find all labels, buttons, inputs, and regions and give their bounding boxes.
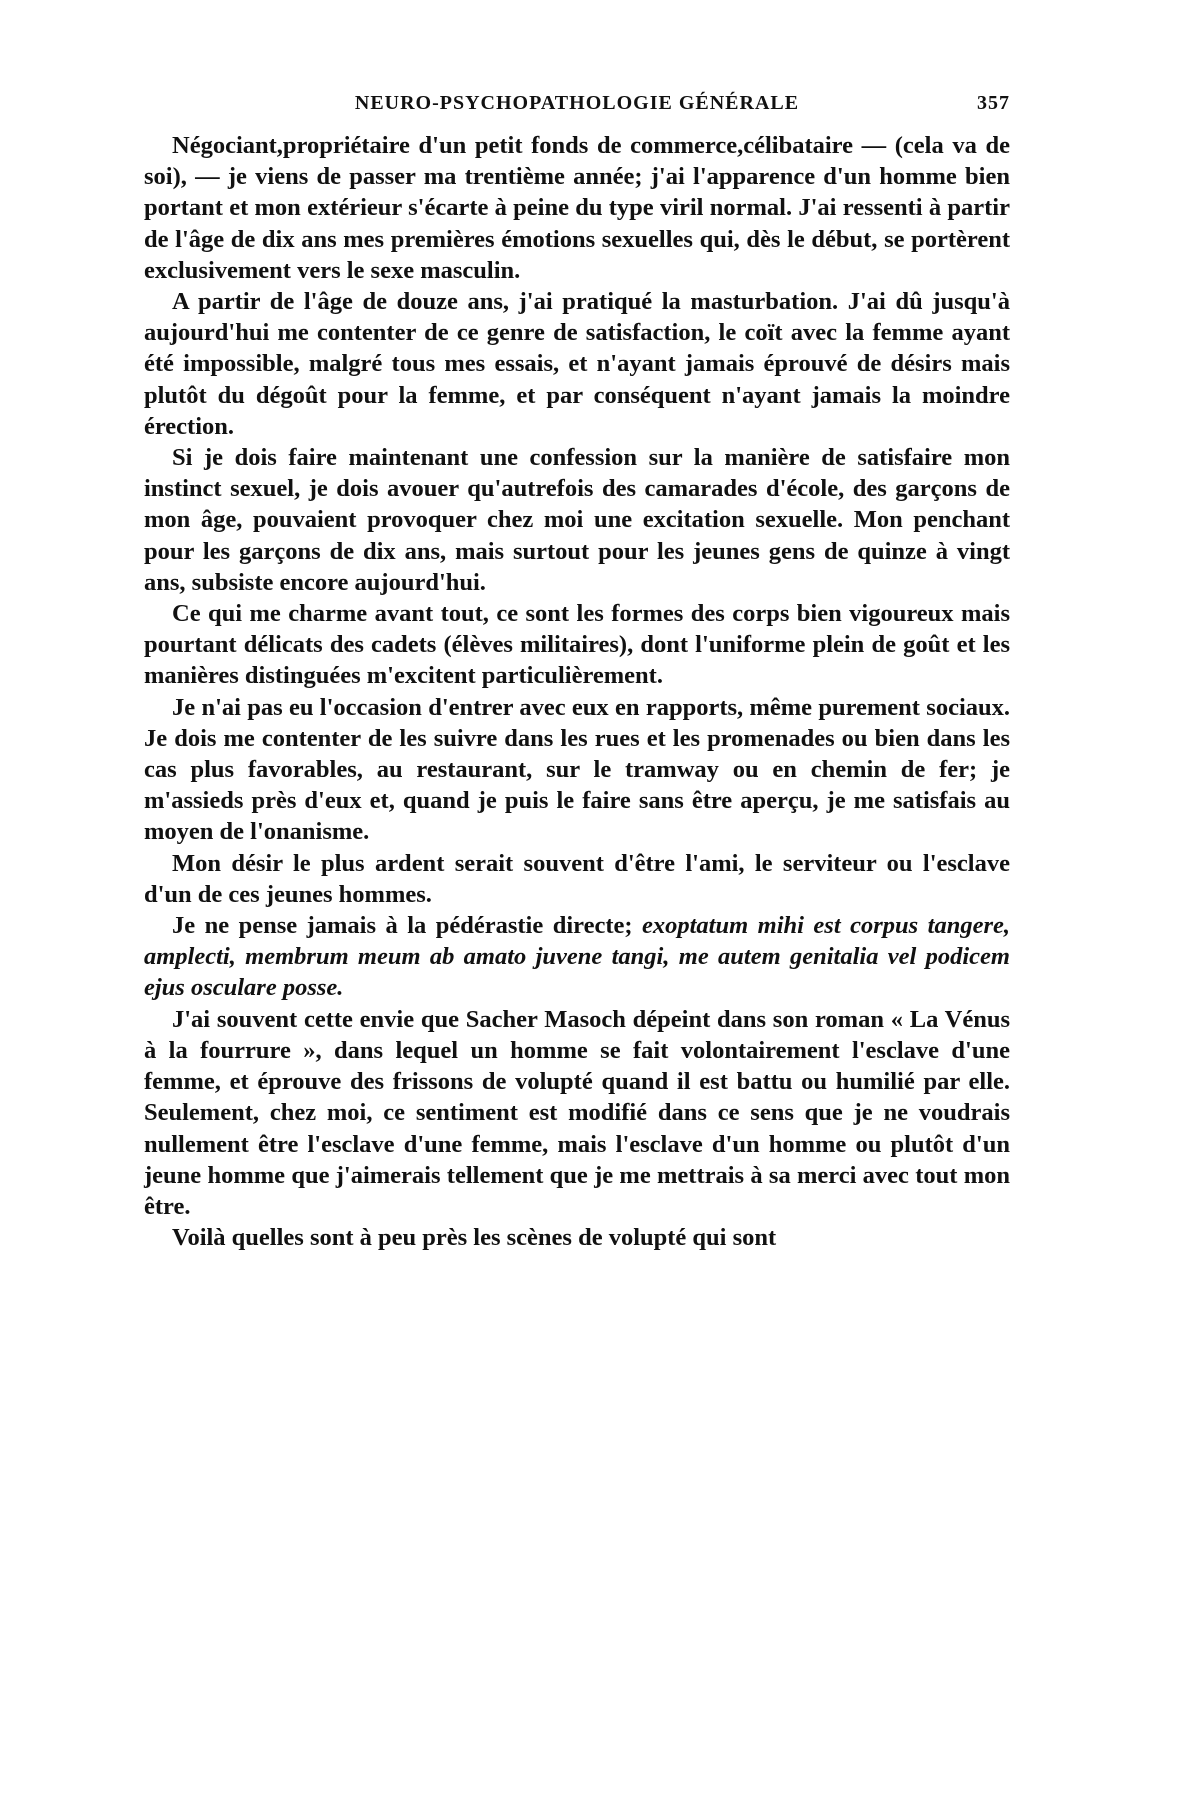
body-text [144,130,1010,1253]
paragraph [144,1222,1010,1253]
page-number: 357 [977,92,1010,114]
paragraph-text: Négociant,propriétaire d'un petit fonds de commerce,célibataire — (cela va de soi), — je viens de passer ma trentième année; j'ai l'apparence d'un homme bien portant et mon extérieur s'écarte à peine du type viril normal. J'ai ressenti à partir de l'âge de dix ans mes premières émotions sexuelles qui, dès le début, se portèrent exclusivement vers le sexe masculin. [144,132,1010,284]
paragraph-text: Je n'ai pas eu l'occasion d'entrer avec eux en rapports, même purement sociaux. Je dois me contenter de les suivre dans les rues et les promenades ou bien dans les cas plus favorables, au restaurant, sur le tramway ou en chemin de fer; je m'assieds près d'eux et, quand je puis le faire sans être aperçu, je me satisfais au moyen de l'onanisme. [144,693,1010,846]
book-page [144,86,1010,1253]
paragraph-text: Je ne pense jamais à la pédérastie directe; [172,912,642,940]
paragraph-text: A partir de l'âge de douze ans, j'ai pratiqué la masturbation. J'ai dû jusqu'à aujourd'hui me contenter de ce genre de satisfaction, le coït avec la femme ayant été impossible, malgré tous mes essais, et n'ayant jamais éprouvé de désirs mais plutôt du dégoût pour la femme, et par conséquent n'ayant jamais la moindre érection. [144,288,1010,440]
paragraph [144,910,1010,1004]
latin-quote: exoptatum mihi est corpus tangere, amplecti, membrum meum ab amato juvene tangi, me autem genitalia vel podicem ejus osculare posse. [144,912,1010,1002]
running-head [144,86,1010,120]
paragraph [144,286,1010,442]
paragraph-text: Si je dois faire maintenant une confession sur la manière de satisfaire mon instinct sexuel, je dois avouer qu'autrefois des camarades d'école, des garçons de mon âge, pouvaient provoquer chez moi une excitation sexuelle. Mon penchant pour les garçons de dix ans, mais surtout pour les jeunes gens de quinze à vingt ans, subsiste encore aujourd'hui. [144,444,1010,596]
paragraph [144,130,1010,286]
paragraph-text: Ce qui me charme avant tout, ce sont les formes des corps bien vigoureux mais pourtant délicats des cadets (élèves militaires), dont l'uniforme plein de goût et les manières distinguées m'excitent particulièrement. [144,600,1010,690]
paragraph-text: Voilà quelles sont à peu près les scènes de volupté qui sont [172,1224,777,1252]
paragraph-text: Mon désir le plus ardent serait souvent d'être l'ami, le serviteur ou l'esclave d'un de ces jeunes hommes. [144,849,1010,908]
paragraph-text: J'ai souvent cette envie que Sacher Masoch dépeint dans son roman « La Vénus à la fourrure », dans lequel un homme se fait volontairement l'esclave d'une femme, et éprouve des frissons de volupté quand il est battu ou humilié par elle. Seulement, chez moi, ce sentiment est modifié dans ce sens que je ne voudrais nullement être l'esclave d'une femme, mais l'esclave d'un homme ou plutôt d'un jeune homme que j'aimerais tellement que je me mettrais à sa merci avec tout mon être. [144,1005,1010,1220]
paragraph [144,692,1010,848]
running-title: NEURO-PSYCHOPATHOLOGIE GÉNÉRALE [354,92,800,114]
paragraph [144,442,1010,598]
paragraph [144,1004,1010,1222]
paragraph [144,848,1010,910]
paragraph [144,598,1010,692]
